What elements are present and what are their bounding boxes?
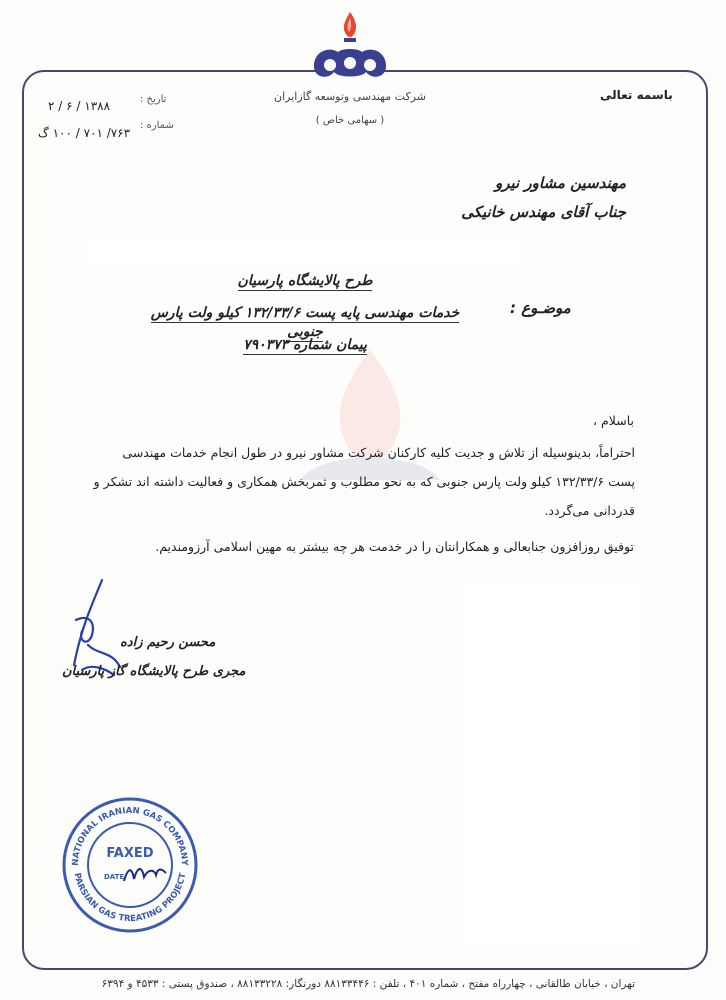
signatory-name: محسن رحیم زاده: [120, 635, 216, 650]
recipient-line-2: جناب آقای مهندس خانیکی: [461, 203, 626, 221]
redacted-area: [90, 238, 520, 266]
recipient-line-1: مهندسین مشاور نیرو: [494, 174, 626, 192]
subject-line-1: طرح پالایشگاه پارسیان: [237, 273, 373, 289]
footer-address: تهران ، خیابان طالقانی ، چهارراه مفتح ، شماره ۴۰۱ ، تلفن : ۸۸۱۳۳۴۴۶ دورنگار: ۸۸۱۳۳۲۲۸ ، صندوق پستی : ۴۵۳۳ و ۶۳۹۴: [101, 978, 635, 990]
company-type: ( سهامی خاص ): [315, 115, 385, 126]
body-line-2: پست ۱۳۲/۳۳/۶ کیلو ولت پارس جنوبی که به نحو مطلوب و ثمربخش همکاری و فعالیت داشته اند تشکر و: [93, 474, 635, 489]
body-paragraph-1: [80, 438, 635, 525]
subject-line-2: خدمات مهندسی پایه پست ۱۳۲/۳۳/۶ کیلو ولت پارس جنوبی: [150, 305, 460, 340]
body-paragraph-2: توفیق روزافزون جنابعالی و همکارانتان را در خدمت هر چه بیشتر به مهین اسلامی آرزومندیم.: [155, 539, 634, 554]
stamp-center-text: FAXED: [106, 846, 154, 861]
stamp-ring-bottom: PARSIAN GAS TREATING PROJECT: [71, 872, 189, 925]
stamp-date-label: DATE: [104, 873, 125, 881]
greeting: باسلام ،: [593, 413, 634, 428]
date-value: ۱۳۸۸ / ۶ / ۲: [48, 99, 111, 113]
basmala: باسمه تعالی: [600, 88, 673, 102]
subject-line-1-wrap: [140, 270, 470, 289]
date-label: تاریخ :: [140, 94, 167, 105]
subject-line-3: پیمان شماره ۷۹۰۳۷۳: [243, 337, 367, 353]
subject-line-3-wrap: [140, 334, 470, 353]
company-header: [230, 90, 470, 126]
company-name: شرکت مهندسی وتوسعه گازایران: [274, 90, 426, 103]
stamp-ring-top: NATIONAL IRANIAN GAS COMPANY: [70, 805, 190, 866]
body-line-3: قدردانی می‌گردد.: [544, 503, 635, 518]
signatory-title: مجری طرح پالایشگاه گاز پارسیان: [62, 664, 246, 679]
nigc-logo-icon: [308, 8, 392, 84]
redacted-area-2: [465, 585, 645, 945]
number-label: شماره :: [140, 120, 174, 131]
body-line-1: احتراماً، بدینوسیله از تلاش و جدیت کلیه کارکنان شرکت مشاور نیرو در طول انجام خدمات مهندسی: [122, 445, 635, 460]
subject-label: موضـوع :: [510, 299, 571, 317]
faxed-stamp: [60, 795, 200, 935]
number-value: ۷۶۳/ ۷۰۱ / ۱۰۰ گ: [38, 126, 131, 140]
